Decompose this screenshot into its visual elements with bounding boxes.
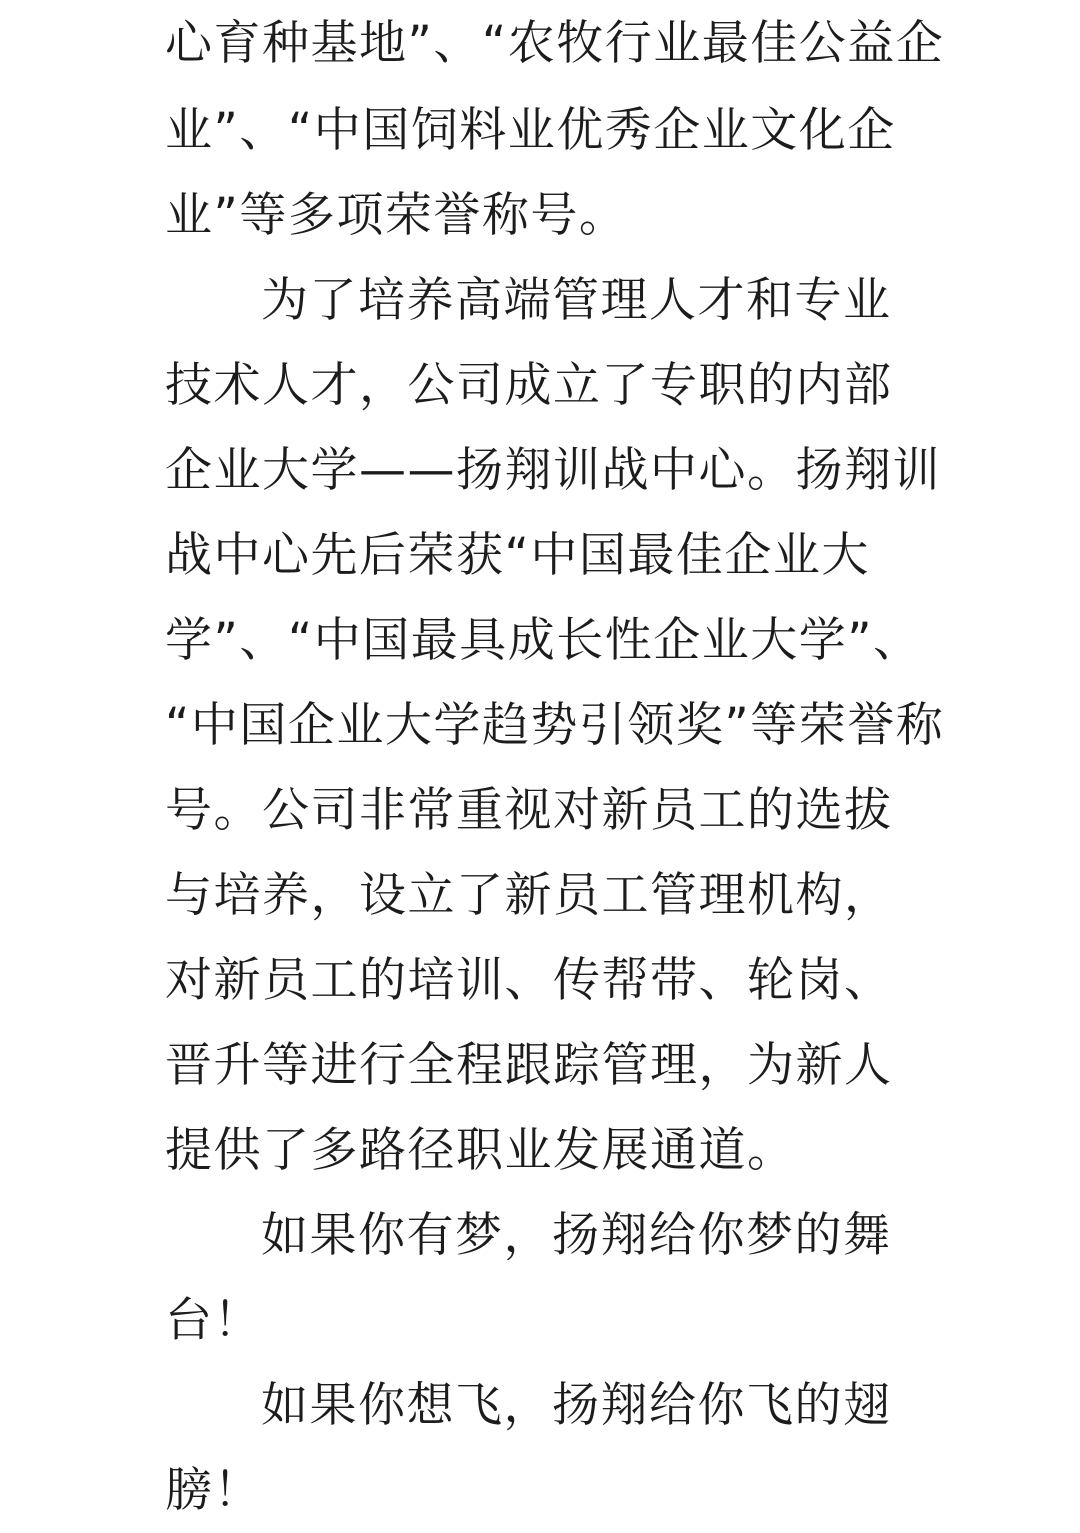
text-line: 学”、“中国最具成长性企业大学”、 [165, 613, 922, 668]
text-line: 企业大学——扬翔训战中心。扬翔训 [165, 443, 941, 498]
text-line: 台！ [165, 1293, 262, 1348]
text-line: 业”等多项荣誉称号。 [165, 188, 628, 243]
text-line: 对新员工的培训、传帮带、轮岗、 [165, 953, 893, 1008]
text-line: 晋升等进行全程跟踪管理，为新人 [165, 1038, 893, 1093]
text-line: 膀！ [165, 1463, 262, 1518]
text-line: 战中心先后荣获“中国最佳企业大 [165, 528, 870, 583]
text-line: “中国企业大学趋势引领奖”等荣誉称 [165, 698, 945, 753]
article-body [165, 0, 945, 1533]
paragraph-first-line: 如果你想飞，扬翔给你飞的翅 [261, 1378, 892, 1433]
text-line: 提供了多路径职业发展通道。 [165, 1123, 796, 1178]
paragraph-first-line: 如果你有梦，扬翔给你梦的舞 [261, 1208, 892, 1263]
text-line: 与培养，设立了新员工管理机构， [165, 868, 893, 923]
text-line: 号。公司非常重视对新员工的选拔 [165, 783, 893, 838]
text-line: 业”、“中国饲料业优秀企业文化企 [165, 103, 896, 158]
paragraph-first-line: 为了培养高端管理人才和专业 [261, 273, 892, 328]
text-line: 心育种基地”、“农牧行业最佳公益企 [165, 16, 945, 71]
text-line: 技术人才，公司成立了专职的内部 [165, 358, 893, 413]
